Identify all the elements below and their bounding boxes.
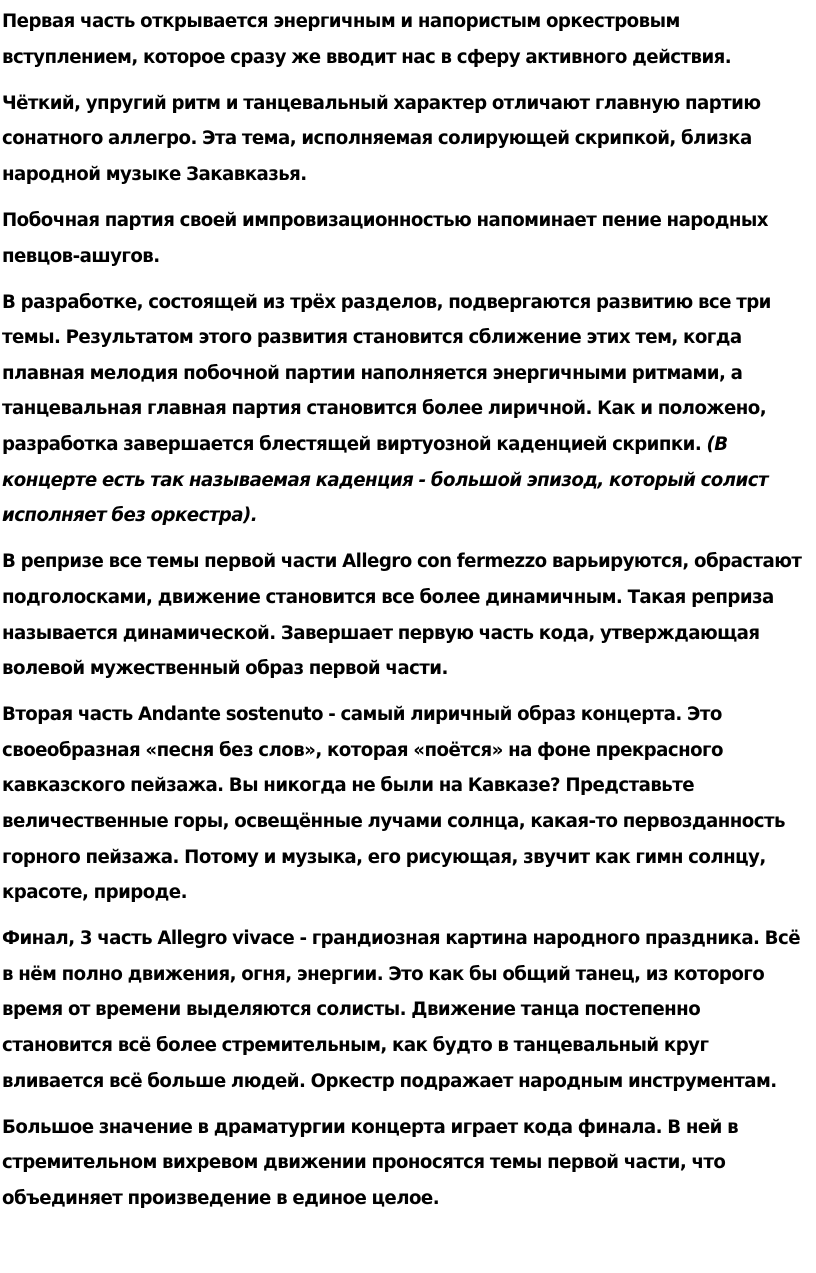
paragraph-6 (2, 697, 814, 911)
paragraph-3-text: Побочная партия своей импровизационностью напоминает пение народных певцов-ашугов. (2, 209, 768, 267)
paragraph-2 (2, 86, 814, 193)
paragraph-4 (2, 285, 814, 534)
paragraph-3 (2, 203, 814, 274)
paragraph-1 (2, 4, 814, 75)
paragraph-5 (2, 544, 814, 686)
paragraph-4-text: В разработке, состоящей из трёх разделов, подвергаются развитию все три темы. Результатом этого развития становится сближение этих тем, когда плавная мелодия побочной партии наполняется энергичными ритмами, а танцевальная главная партия становится более лиричной. Как и положено, разработка завершается блестящей виртуозной каденцией скрипки. (2, 291, 771, 456)
paragraph-5-text: В репризе все темы первой части Allegro con fermezzo варьируются, обрастают подголосками, движение становится все более динамичным. Такая реприза называется динамической. Завершает первую часть кода, утверждающая волевой мужественный образ первой части. (2, 551, 802, 680)
paragraph-2-text: Чёткий, упругий ритм и танцевальный характер отличают главную партию сонатного аллегро. Эта тема, исполняемая солирующей скрипкой, близка народной музыке Закавказья. (2, 92, 761, 185)
paragraph-7-text: Финал, 3 часть Allegro vivace - грандиозная картина народного праздника. Всё в нём полно движения, огня, энергии. Это как бы общий танец, из которого время от времени выделяются солисты. Движение танца постепенно становится всё более стремительным, как будто в танцевальный круг вливается всё больше людей. Оркестр подражает народным инструментам. (2, 928, 801, 1092)
paragraph-8-text: Большое значение в драматургии концерта играет кода финала. В ней в стремительном вихревом движении проносятся темы первой части, что объединяет произведение в единое целое. (2, 1116, 739, 1209)
cadenza-note: (В концерте есть так называемая каденция - большой эпизод, который солист исполняет без оркестра). (2, 434, 768, 527)
paragraph-6-text: Вторая часть Andante sostenuto - самый лиричный образ концерта. Это своеобразная «песня без слов», которая «поётся» на фоне прекрасного кавказского пейзажа. Вы никогда не были на Кавказе? Представьте величественные горы, освещённые лучами солнца, какая-то первозданность горного пейзажа. Потому и музыка, его рисующая, звучит как гимн солнцу, красоте, природе. (2, 704, 785, 904)
paragraph-1-text: Первая часть открывается энергичным и напористым оркестровым вступлением, которое сразу же вводит нас в сферу активного действия. (2, 11, 732, 68)
paragraph-7 (2, 921, 814, 1099)
paragraph-8 (2, 1110, 814, 1217)
